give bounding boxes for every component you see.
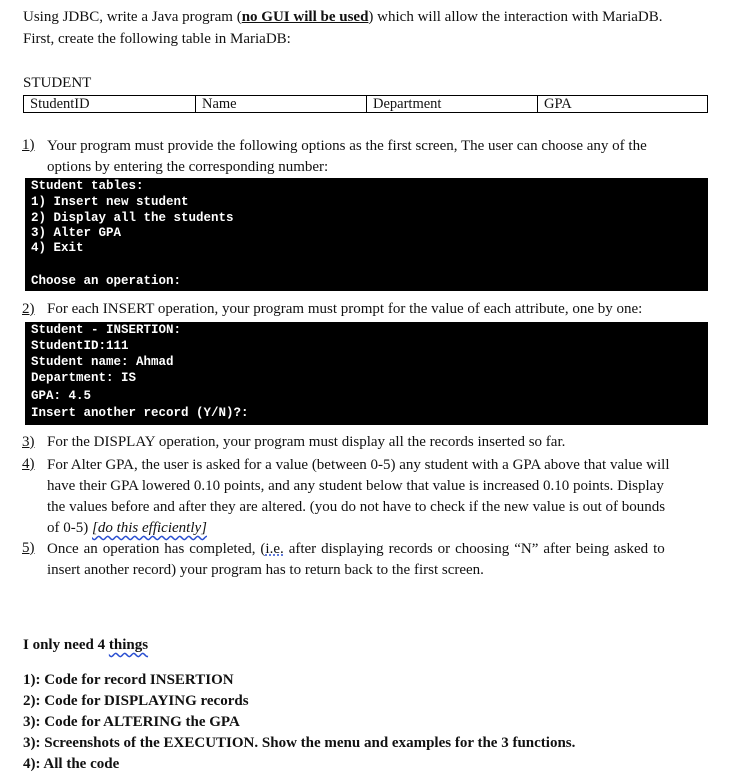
item-5-line-1 bbox=[47, 539, 710, 560]
needs-heading bbox=[23, 637, 148, 654]
item-3-text: For the DISPLAY operation, your program must display all the records inserted so far. bbox=[47, 434, 566, 450]
student-table bbox=[23, 95, 708, 113]
item-4-number-text: 4) bbox=[22, 456, 35, 472]
item-4-last-text: of 0-5) bbox=[47, 520, 92, 536]
item-5-text bbox=[47, 539, 710, 581]
item-5-number bbox=[22, 540, 35, 557]
item-2-number-text: 2) bbox=[22, 301, 35, 317]
terminal-line: StudentID:111 bbox=[31, 339, 129, 353]
intro-text: Using JDBC, write a Java program ( bbox=[23, 9, 242, 25]
intro-line-2: First, create the following table in MariaDB: bbox=[23, 31, 291, 47]
needs-list bbox=[23, 670, 575, 775]
needs-item: 4): All the code bbox=[23, 756, 120, 772]
item-5-line-2: insert another record) your program has to return back to the first screen. bbox=[47, 562, 484, 578]
item-4-line: the values before and after they are altered. (you do not have to check if the new value is out of bounds bbox=[47, 499, 666, 515]
no-gui-emphasis: no GUI will be used bbox=[241, 9, 369, 25]
item-4-line: have their GPA lowered 0.10 points, and any student below that value is increased 0.10 points. Display bbox=[47, 478, 664, 494]
item-3-number-text: 3) bbox=[22, 434, 35, 450]
do-this-efficiently: [do this efficiently] bbox=[92, 520, 207, 536]
terminal-line: 2) Display all the students bbox=[31, 211, 234, 225]
col-gpa: GPA bbox=[537, 96, 707, 112]
item-1-number bbox=[22, 137, 35, 154]
terminal-line: Choose an operation: bbox=[31, 274, 182, 288]
item-2-number bbox=[22, 301, 35, 318]
terminal-line: Student - INSERTION: bbox=[31, 323, 182, 337]
terminal-line: Department: IS bbox=[31, 371, 137, 385]
intro-text-end: ) which will allow the interaction with MariaDB. bbox=[368, 9, 663, 25]
col-studentid: StudentID bbox=[30, 96, 90, 112]
terminal-line: 3) Alter GPA bbox=[31, 226, 122, 240]
table-title: STUDENT bbox=[23, 75, 92, 91]
terminal-line: Student tables: bbox=[31, 179, 144, 193]
needs-item: 3): Code for ALTERING the GPA bbox=[23, 714, 240, 730]
needs-heading-text: I only need 4 bbox=[23, 637, 109, 653]
item-5-text-pre: Once an operation has completed, ( bbox=[47, 541, 266, 557]
item-4-last-line bbox=[47, 518, 710, 539]
item-1-line-2: options by entering the corresponding number: bbox=[47, 159, 329, 175]
terminal-line: Insert another record (Y/N)?: bbox=[31, 406, 249, 420]
insertion-terminal bbox=[25, 322, 708, 425]
needs-item: 2): Code for DISPLAYING records bbox=[23, 693, 249, 709]
item-4-number bbox=[22, 456, 35, 473]
needs-item: 3): Screenshots of the EXECUTION. Show the menu and examples for the 3 functions. bbox=[23, 735, 576, 751]
things-word: things bbox=[108, 637, 149, 653]
item-1-line-1: Your program must provide the following options as the first screen, The user can choose any of the bbox=[47, 138, 647, 154]
item-3-number bbox=[22, 434, 35, 451]
col-department: Department bbox=[366, 96, 537, 112]
terminal-line: 1) Insert new student bbox=[31, 195, 189, 209]
needs-item: 1): Code for record INSERTION bbox=[23, 672, 234, 688]
terminal-line: GPA: 4.5 bbox=[31, 389, 92, 403]
terminal-line: 4) Exit bbox=[31, 241, 84, 255]
ie-abbrev: i.e. bbox=[265, 541, 284, 557]
intro-line-1 bbox=[23, 9, 663, 26]
menu-terminal bbox=[25, 178, 708, 291]
item-4-text bbox=[47, 455, 710, 539]
item-4-line: For Alter GPA, the user is asked for a value (between 0-5) any student with a GPA above that value will bbox=[47, 457, 670, 473]
col-name: Name bbox=[195, 96, 366, 112]
terminal-line: Student name: Ahmad bbox=[31, 355, 174, 369]
item-5-text-post: after displaying records or choosing “N” after being asked to bbox=[283, 541, 665, 557]
item-2-text: For each INSERT operation, your program must prompt for the value of each attribute, one by one: bbox=[47, 301, 643, 317]
item-5-number-text: 5) bbox=[22, 540, 35, 556]
item-1-number-text: 1) bbox=[22, 137, 35, 153]
item-1-text bbox=[47, 136, 710, 178]
